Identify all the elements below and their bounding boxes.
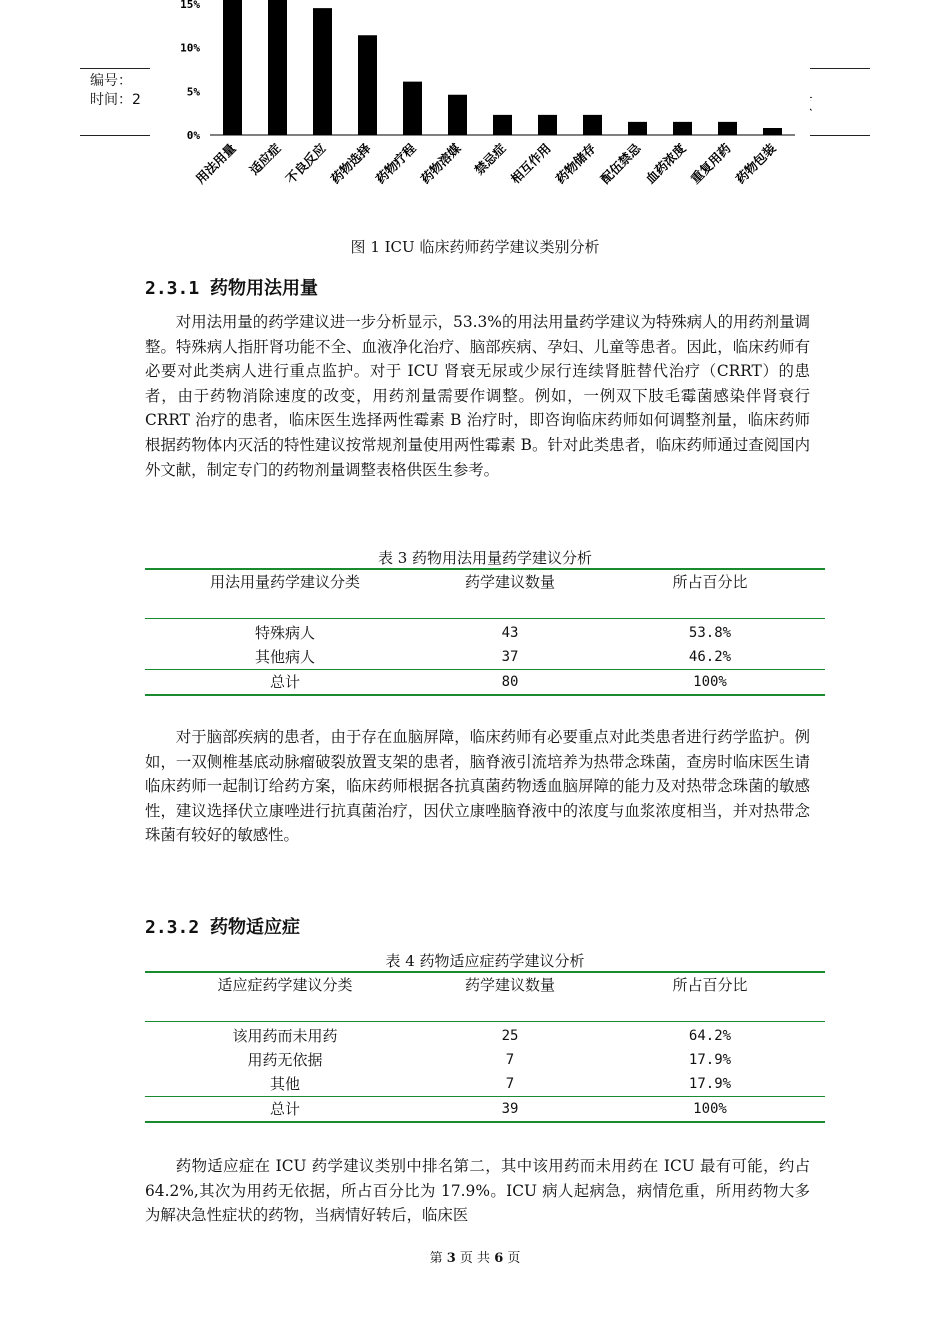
x-tick-label: 血药浓度: [642, 140, 689, 187]
table-4-cell-percent: 17.9%: [688, 1052, 732, 1068]
bar: [223, 0, 242, 135]
table-4-cell-count: 7: [505, 1052, 515, 1068]
bar: [313, 8, 332, 135]
footer-middle: 页 共: [459, 1251, 491, 1266]
y-tick-label: 0%: [186, 129, 200, 142]
x-tick-label: 禁忌症: [471, 140, 509, 178]
table-4-bottom-rule: [145, 1121, 825, 1123]
footer-suffix: 页: [507, 1251, 521, 1266]
header-top-rule-left: [80, 68, 150, 69]
table-3-cell-percent: 46.2%: [688, 649, 732, 665]
table-4-cell-category: 用药无依据: [247, 1051, 323, 1069]
table-3-header-count: 药学建议数量: [464, 573, 555, 591]
table-3-header-row: [145, 570, 825, 618]
bar: [673, 122, 692, 135]
table-4-header-row: [145, 973, 825, 1021]
table-4-total-row: [145, 1097, 825, 1121]
table-3: [145, 548, 825, 696]
table-3-header-percent: 所占百分比: [672, 573, 748, 591]
x-tick-label: 不良反应: [282, 140, 329, 187]
x-tick-label: 药物疗程: [372, 140, 419, 187]
header-number-label: 编号：: [90, 73, 132, 89]
table-4-cell-count: 25: [501, 1028, 519, 1044]
table-3-total-row: [145, 670, 825, 694]
bar: [763, 128, 782, 135]
table-4-total-label: 总计: [269, 1100, 300, 1118]
bar: [403, 82, 422, 135]
header-page-suffix: 页: [798, 95, 814, 113]
table-4-cell-percent: 64.2%: [688, 1028, 732, 1044]
table-3-header-category: 用法用量药学建议分类: [209, 573, 360, 591]
section-heading-2-3-2: 2.3.2 药物适应症: [145, 917, 301, 938]
table-3-total-percent: 100%: [693, 674, 727, 690]
bar: [268, 0, 287, 135]
table-4-cell-category: 其他: [269, 1075, 300, 1093]
header-bottom-rule-left: [80, 135, 150, 136]
footer-prefix: 第: [429, 1251, 443, 1266]
x-tick-label: 相互作用: [507, 140, 554, 187]
x-tick-label: 药物选择: [327, 140, 374, 187]
x-tick-label: 用法用量: [192, 140, 239, 187]
table-3-cell-count: 43: [501, 625, 519, 641]
bar: [448, 95, 467, 135]
table-4-cell-count: 7: [505, 1076, 515, 1092]
bar: [628, 122, 647, 135]
bar: [583, 115, 602, 135]
x-tick-label: 药物包装: [732, 140, 779, 187]
bar: [538, 115, 557, 135]
table-4-total-count: 39: [501, 1101, 519, 1117]
table-3-total-count: 80: [501, 674, 519, 690]
table-4-header-count: 药学建议数量: [464, 976, 555, 994]
y-tick-label: 5%: [186, 85, 200, 99]
category-bar-chart: [150, 0, 810, 215]
table-3-total-label: 总计: [269, 673, 300, 691]
table-3-cell-category: 其他病人: [254, 648, 315, 666]
x-tick-label: 药物溶媒: [417, 140, 464, 187]
table-3-cell-category: 特殊病人: [254, 624, 315, 642]
table-4: [145, 951, 825, 1123]
footer-total-pages: 6: [494, 1251, 504, 1266]
table-row: [145, 1024, 825, 1048]
table-3-caption: 表 3 药物用法用量药学建议分析: [377, 549, 593, 567]
table-row: [145, 645, 825, 669]
x-tick-label: 重复用药: [687, 140, 734, 187]
table-row: [145, 621, 825, 645]
y-tick-label: 10%: [180, 41, 200, 55]
table-4-caption: 表 4 药物适应症药学建议分析: [385, 952, 585, 970]
figure-caption: 图 1 ICU 临床药师药学建议类别分析: [350, 238, 600, 256]
table-3-cell-percent: 53.8%: [688, 625, 732, 641]
bar: [358, 35, 377, 135]
table-3-bottom-rule: [145, 694, 825, 696]
table-4-header-category: 适应症药学建议分类: [217, 976, 353, 994]
bar: [493, 115, 512, 135]
x-tick-label: 药物储存: [552, 140, 599, 187]
paragraph-indication: 药物适应症在 ICU 药学建议类别中排名第二，其中该用药而未用药在 ICU 最有可能，约占 64.2%,其次为用药无依据，所占百分比为 17.9%。ICU 病人起病急，病情危重，所用药物大多为解决急性症状的药物，当病情好转后，临床医: [145, 1157, 810, 1225]
table-4-cell-percent: 17.9%: [688, 1076, 732, 1092]
table-4-total-percent: 100%: [693, 1101, 727, 1117]
table-row: [145, 1072, 825, 1096]
table-row: [145, 1048, 825, 1072]
header-time-label: 时间：2: [90, 92, 141, 108]
table-4-header-percent: 所占百分比: [672, 976, 748, 994]
table-4-cell-category: 该用药而未用药: [232, 1027, 338, 1045]
table-3-cell-count: 37: [501, 649, 519, 665]
bar: [718, 122, 737, 135]
footer-page-number: 3: [446, 1251, 456, 1266]
section-heading-2-3-1: 2.3.1 药物用法用量: [145, 278, 319, 299]
paragraph-brain-disease: 对于脑部疾病的患者，由于存在血脑屏障，临床药师有必要重点对此类患者进行药学监护。例如，一双侧椎基底动脉瘤破裂放置支架的患者，脑脊液引流培养为热带念珠菌，查房时临床医生请临床药师一起制订给药方案，临床药师根据各抗真菌药物透血脑屏障的能力及对热带念珠菌的敏感性，建议选择伏立康唑进行抗真菌治疗，因伏立康唑脑脊液中的浓度与血浆浓度相当，并对热带念珠菌有较好的敏感性。: [145, 728, 810, 845]
paragraph-dosage: 对用法用量的药学建议进一步分析显示，53.3%的用法用量药学建议为特殊病人的用药剂量调整。特殊病人指肝肾功能不全、血液净化治疗、脑部疾病、孕妇、儿童等患者。因此，临床药师有必要对此类病人进行重点监护。对于 ICU 肾衰无尿或少尿行连续肾脏替代治疗（CRRT）的患者，由于药物消除速度的改变，用药剂量需要作调整。例如，一例双下肢毛霉菌感染伴肾衰行 CRRT 治疗的患者，临床医生选择两性霉素 B 治疗时，即咨询临床药师如何调整剂量，临床药师根据药物体内灭活的特性建议按常规剂量使用两性霉素 B。针对此类患者，临床药师通过查阅国内外文献，制定专门的药物剂量调整表格供医生参考。: [145, 313, 810, 479]
x-tick-label: 适应症: [246, 140, 284, 178]
x-tick-label: 配伍禁忌: [597, 140, 644, 187]
y-tick-label: 15%: [180, 0, 200, 11]
page-footer: [0, 1247, 950, 1266]
